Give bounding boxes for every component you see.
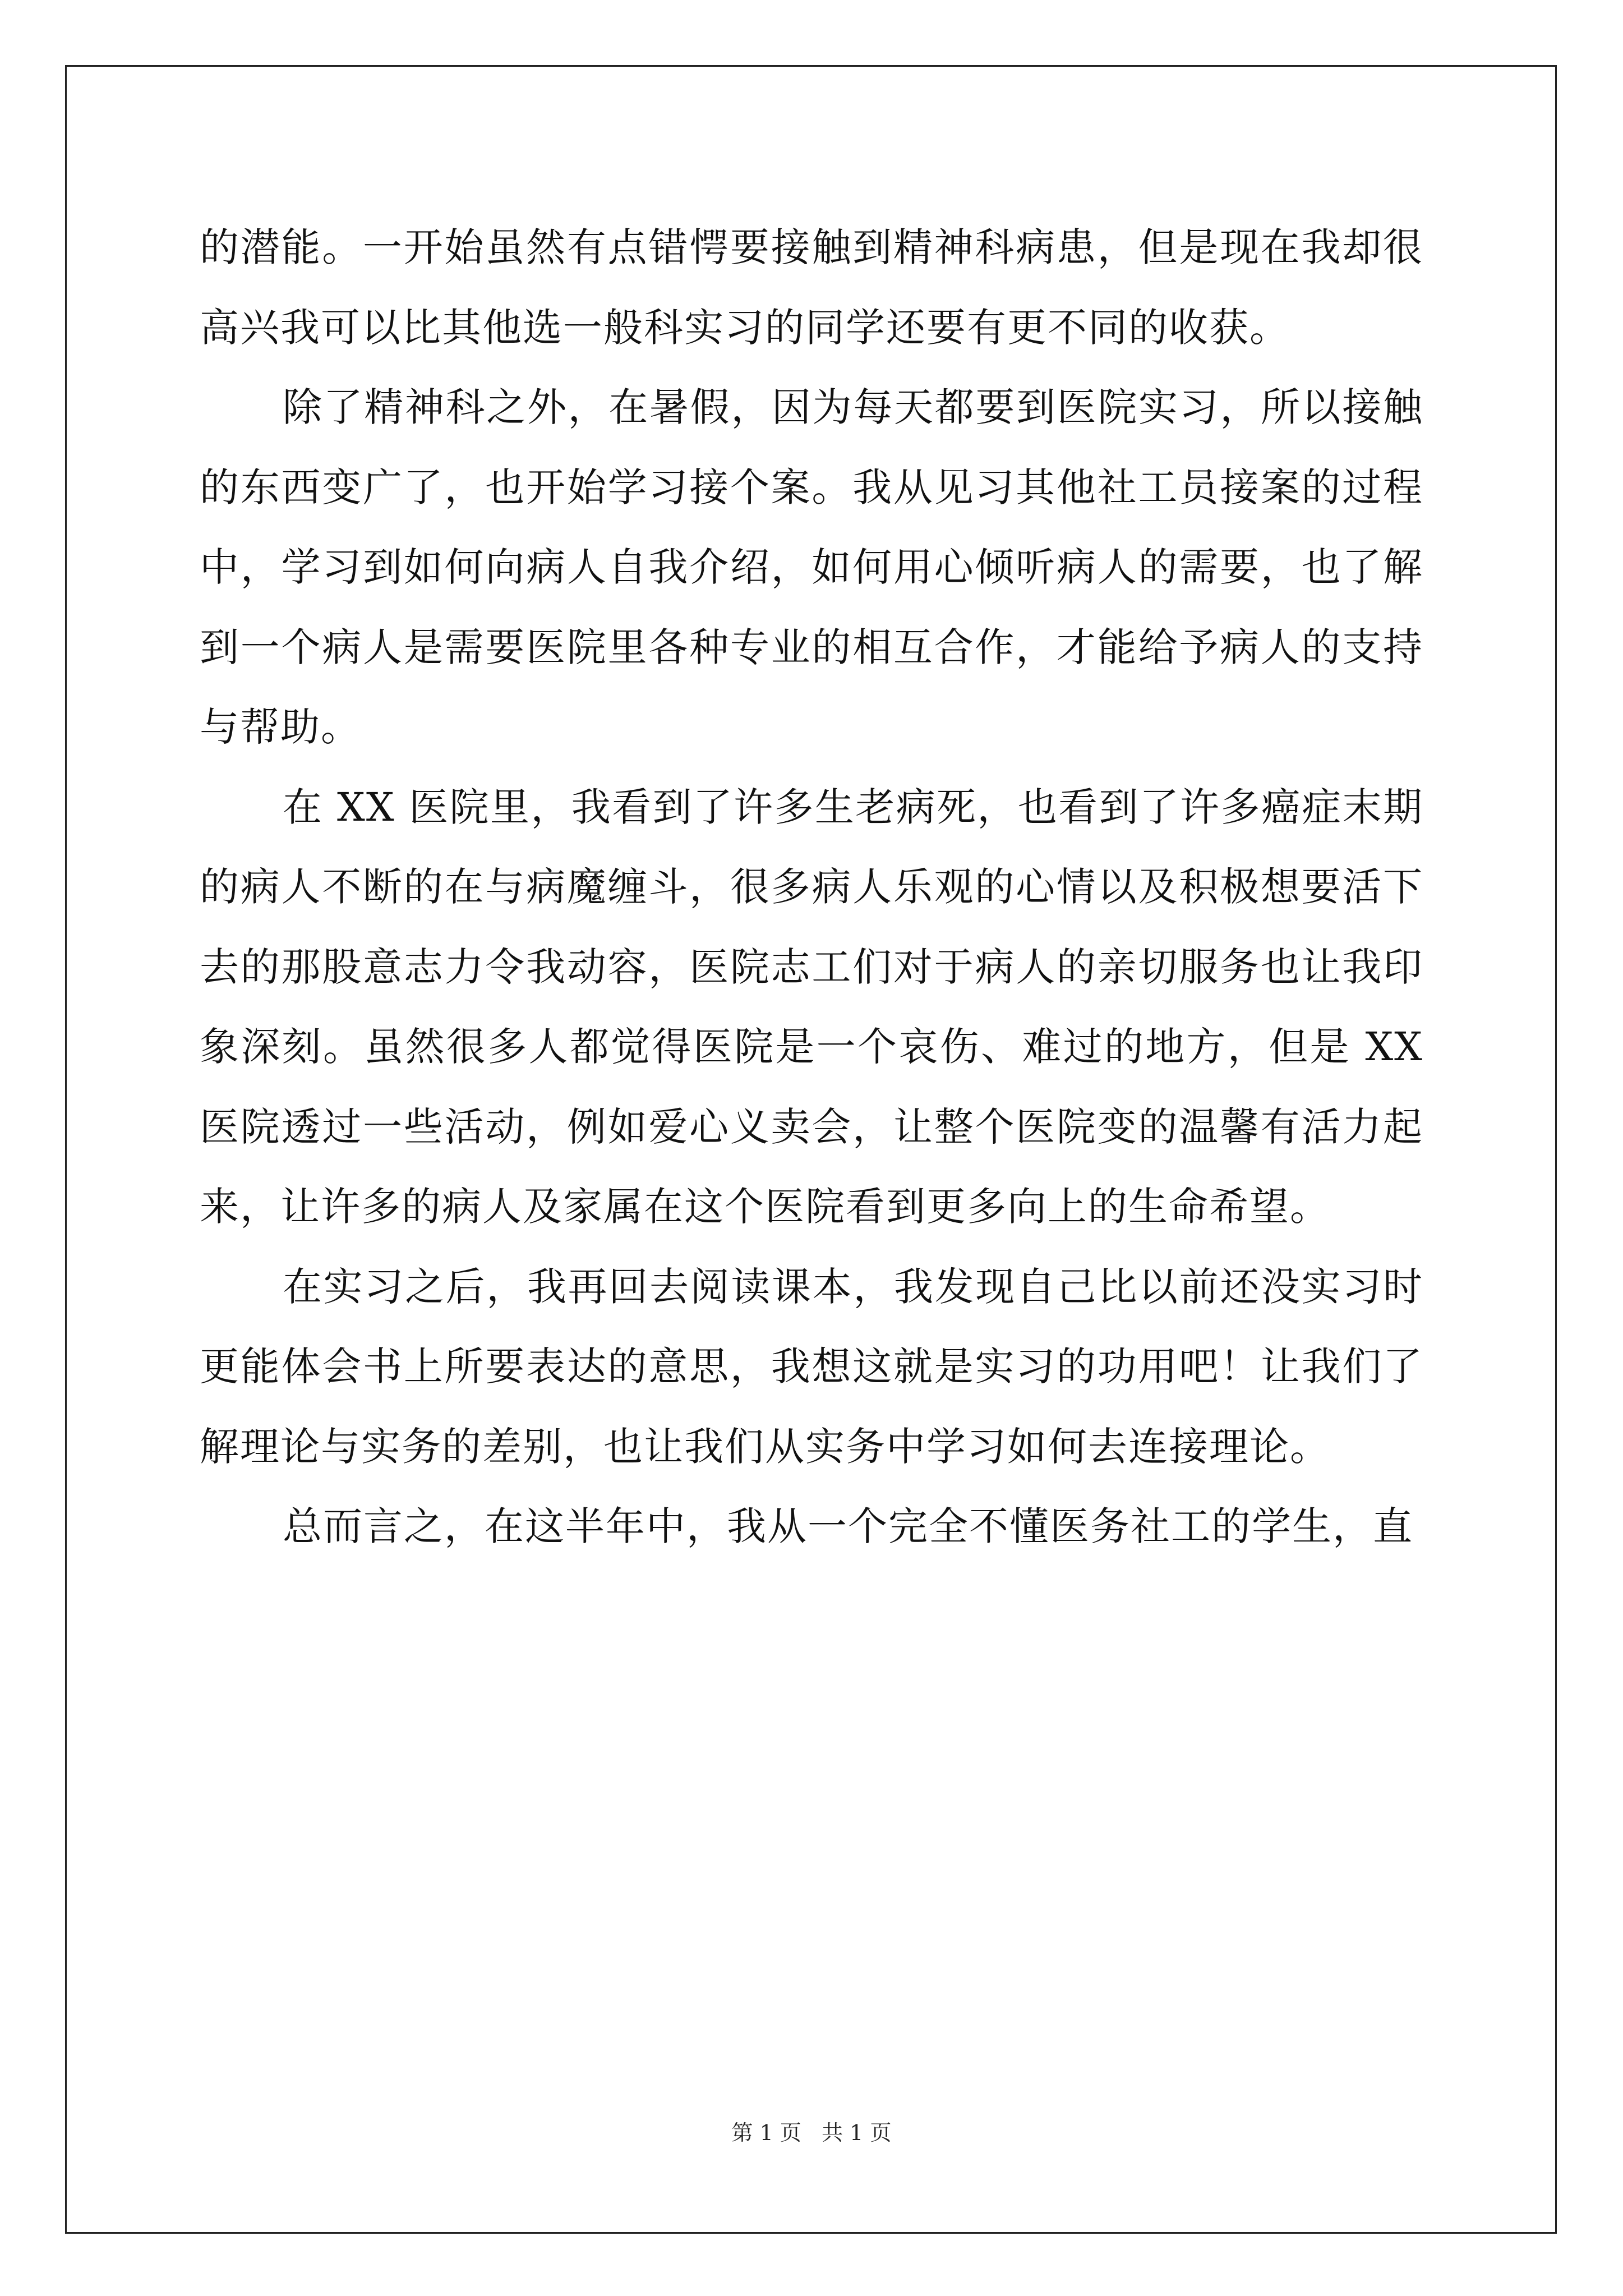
paragraph-psychiatry-internship: 除了精神科之外，在暑假，因为每天都要到医院实习，所以接触的东西变广了，也开始学习接个案。我从见习其他社工员接案的过程中，学习到如何向病人自我介绍，如何用心倾听病人的需要，也了解到一个病人是需要医院里各种专业的相互合作，才能给予病人的支持与帮助。 — [200, 384, 1423, 750]
page-number-footer: 第 1 页 共 1 页 — [731, 2120, 892, 2145]
paragraph-continuation: 的潜能。一开始虽然有点错愕要接触到精神科病患，但是现在我却很高兴我可以比其他选一般科实习的同学还要有更不同的收获。 — [200, 224, 1423, 351]
paragraph-conclusion: 总而言之，在这半年中，我从一个完全不懂医务社工的学生，直 — [283, 1503, 1413, 1549]
document-body — [200, 208, 1423, 1567]
paragraph-after-internship: 在实习之后，我再回去阅读课本，我发现自己比以前还没实习时更能体会书上所要表达的意思，我想这就是实习的功用吧！让我们了解理论与实务的差别，也让我们从实务中学习如何去连接理论。 — [200, 1263, 1423, 1470]
paragraph-hospital-experience: 在 XX 医院里，我看到了许多生老病死，也看到了许多癌症末期的病人不断的在与病魔缠斗，很多病人乐观的心情以及积极想要活下去的那股意志力令我动容，医院志工们对于病人的亲切服务也让我印象深刻。虽然很多人都觉得医院是一个哀伤、难过的地方，但是 XX 医院透过一些活动，例如爱心义卖会，让整个医院变的温馨有活力起来，让许多的病人及家属在这个医院看到更多向上的生命希望。 — [200, 784, 1423, 1230]
